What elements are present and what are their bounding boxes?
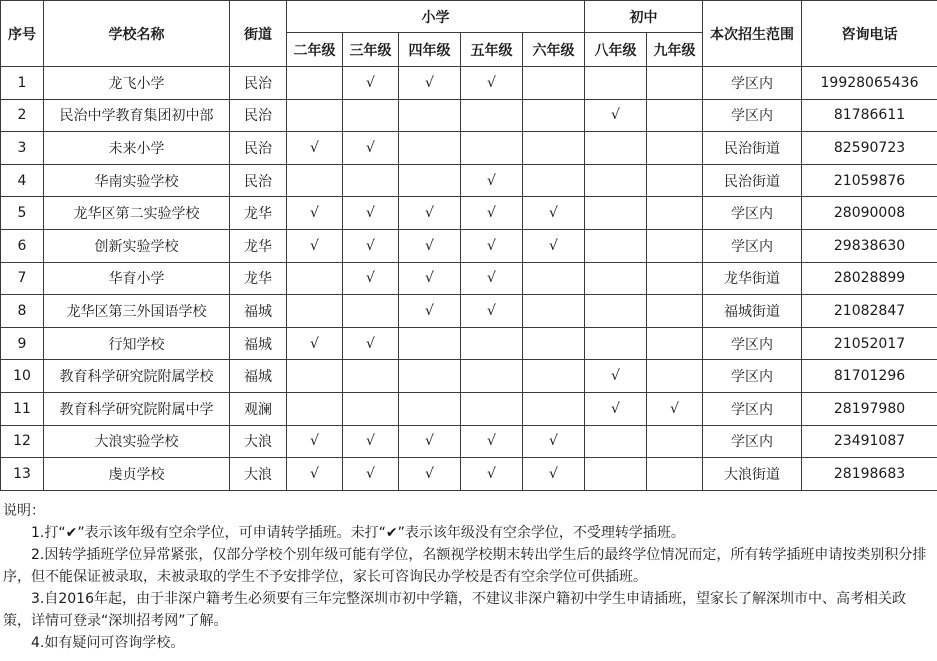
cell-grade — [585, 392, 647, 425]
header-range: 本次招生范围 — [703, 1, 802, 67]
check-mark-icon: √ — [425, 270, 434, 287]
table-row — [1, 425, 937, 458]
cell-grade — [287, 327, 343, 360]
cell-grade — [287, 425, 343, 458]
cell-grade — [461, 197, 523, 230]
cell-grade — [461, 67, 523, 100]
cell-grade — [399, 327, 461, 360]
cell-grade — [343, 197, 399, 230]
cell-grade — [585, 229, 647, 262]
cell-grade — [585, 327, 647, 360]
cell-seq: 9 — [1, 327, 44, 360]
table-row — [1, 197, 937, 230]
check-mark-icon: √ — [425, 302, 434, 319]
cell-grade — [287, 164, 343, 197]
table-row — [1, 295, 937, 328]
check-mark-icon: √ — [366, 74, 375, 91]
cell-phone: 81701296 — [802, 360, 937, 393]
cell-grade — [523, 132, 585, 165]
check-mark-icon: √ — [425, 205, 434, 222]
cell-grade — [343, 360, 399, 393]
cell-range: 学区内 — [703, 425, 802, 458]
header-school: 学校名称 — [44, 1, 230, 67]
cell-grade — [461, 262, 523, 295]
cell-school-name: 民治中学教育集团初中部 — [44, 99, 230, 132]
cell-street: 民治 — [230, 67, 287, 100]
check-mark-icon: √ — [487, 74, 496, 91]
cell-range: 学区内 — [703, 229, 802, 262]
cell-grade — [343, 164, 399, 197]
cell-grade — [399, 229, 461, 262]
cell-grade — [647, 132, 703, 165]
cell-grade — [461, 164, 523, 197]
check-mark-icon: √ — [366, 237, 375, 254]
check-mark-icon: √ — [549, 433, 558, 450]
cell-grade — [399, 67, 461, 100]
cell-grade — [585, 262, 647, 295]
cell-school-name: 未来小学 — [44, 132, 230, 165]
check-mark-icon: √ — [366, 335, 375, 352]
cell-grade — [287, 99, 343, 132]
cell-grade — [399, 425, 461, 458]
cell-grade — [461, 425, 523, 458]
cell-grade — [399, 295, 461, 328]
check-mark-icon: √ — [366, 433, 375, 450]
cell-grade — [647, 392, 703, 425]
cell-grade — [399, 458, 461, 491]
notes-title: 说明： — [3, 503, 45, 519]
check-mark-icon: √ — [611, 107, 620, 124]
cell-grade — [523, 360, 585, 393]
table-body — [1, 67, 937, 491]
cell-grade — [585, 458, 647, 491]
check-mark-icon: √ — [487, 465, 496, 482]
cell-range: 学区内 — [703, 327, 802, 360]
check-mark-icon: √ — [425, 465, 434, 482]
cell-range: 学区内 — [703, 360, 802, 393]
cell-grade — [287, 67, 343, 100]
cell-phone: 28198683 — [802, 458, 937, 491]
cell-grade — [647, 67, 703, 100]
check-mark-icon: √ — [670, 400, 679, 417]
check-mark-icon: √ — [549, 205, 558, 222]
cell-grade — [461, 360, 523, 393]
cell-grade — [523, 425, 585, 458]
cell-grade — [647, 262, 703, 295]
cell-grade — [287, 132, 343, 165]
cell-grade — [343, 99, 399, 132]
table-row — [1, 229, 937, 262]
check-mark-icon: √ — [487, 205, 496, 222]
cell-grade — [647, 197, 703, 230]
header-grade: 二年级 — [287, 33, 343, 67]
table-row — [1, 164, 937, 197]
cell-grade — [585, 295, 647, 328]
cell-school-name: 教育科学研究院附属中学 — [44, 392, 230, 425]
cell-seq: 1 — [1, 67, 44, 100]
cell-grade — [399, 99, 461, 132]
cell-street: 民治 — [230, 164, 287, 197]
note-item: 2.因转学插班学位异常紧张，仅部分学校个别年级可能有学位，名额视学校期末转出学生后的最终学位情况而定，所有转学插班申请按类别积分排序，但不能保证被录取，未被录取的学生不予安排学位，家长可咨询民办学校是否有空余学位可供插班。 — [3, 547, 927, 585]
table-row — [1, 360, 937, 393]
cell-grade — [461, 458, 523, 491]
cell-grade — [287, 229, 343, 262]
cell-grade — [399, 164, 461, 197]
cell-grade — [585, 132, 647, 165]
cell-school-name: 龙飞小学 — [44, 67, 230, 100]
cell-grade — [461, 99, 523, 132]
cell-seq: 13 — [1, 458, 44, 491]
cell-school-name: 华育小学 — [44, 262, 230, 295]
cell-grade — [399, 360, 461, 393]
cell-grade — [343, 327, 399, 360]
cell-grade — [399, 132, 461, 165]
cell-school-name: 行知学校 — [44, 327, 230, 360]
cell-grade — [461, 132, 523, 165]
cell-seq: 2 — [1, 99, 44, 132]
cell-range: 大浪街道 — [703, 458, 802, 491]
check-mark-icon: √ — [487, 270, 496, 287]
table-row — [1, 99, 937, 132]
cell-grade — [647, 164, 703, 197]
cell-seq: 5 — [1, 197, 44, 230]
cell-grade — [585, 425, 647, 458]
header-street: 街道 — [230, 1, 287, 67]
cell-grade — [287, 392, 343, 425]
cell-grade — [647, 99, 703, 132]
cell-school-name: 龙华区第二实验学校 — [44, 197, 230, 230]
check-mark-icon: √ — [310, 465, 319, 482]
table-row — [1, 392, 937, 425]
cell-grade — [523, 262, 585, 295]
cell-grade — [343, 132, 399, 165]
check-mark-icon: √ — [366, 205, 375, 222]
cell-range: 民治街道 — [703, 164, 802, 197]
cell-grade — [343, 458, 399, 491]
cell-seq: 6 — [1, 229, 44, 262]
cell-grade — [523, 392, 585, 425]
check-mark-icon: √ — [310, 335, 319, 352]
cell-grade — [647, 229, 703, 262]
check-mark-icon: √ — [310, 205, 319, 222]
cell-grade — [343, 229, 399, 262]
cell-range: 学区内 — [703, 392, 802, 425]
header-phone: 咨询电话 — [802, 1, 937, 67]
cell-grade — [523, 458, 585, 491]
cell-street: 大浪 — [230, 425, 287, 458]
table-row — [1, 327, 937, 360]
cell-grade — [647, 458, 703, 491]
check-mark-icon: √ — [366, 270, 375, 287]
cell-range: 福城街道 — [703, 295, 802, 328]
cell-school-name: 虔贞学校 — [44, 458, 230, 491]
check-mark-icon: √ — [611, 368, 620, 385]
cell-grade — [287, 262, 343, 295]
cell-grade — [523, 295, 585, 328]
table-row — [1, 132, 937, 165]
header-grade: 六年级 — [523, 33, 585, 67]
cell-grade — [287, 197, 343, 230]
table-row — [1, 262, 937, 295]
check-mark-icon: √ — [487, 302, 496, 319]
cell-grade — [343, 295, 399, 328]
cell-grade — [343, 262, 399, 295]
cell-phone: 28028899 — [802, 262, 937, 295]
cell-seq: 12 — [1, 425, 44, 458]
cell-grade — [523, 197, 585, 230]
cell-phone: 28197980 — [802, 392, 937, 425]
note-item: 1.打“✔”表示该年级有空余学位，可申请转学插班。未打“✔”表示该年级没有空余学位，不受理转学插班。 — [31, 525, 685, 541]
cell-street: 福城 — [230, 360, 287, 393]
cell-grade — [343, 67, 399, 100]
cell-school-name: 创新实验学校 — [44, 229, 230, 262]
cell-seq: 10 — [1, 360, 44, 393]
cell-street: 民治 — [230, 99, 287, 132]
check-mark-icon: √ — [366, 139, 375, 156]
cell-grade — [647, 425, 703, 458]
check-mark-icon: √ — [487, 237, 496, 254]
header-grade: 五年级 — [461, 33, 523, 67]
check-mark-icon: √ — [310, 139, 319, 156]
cell-phone: 21082847 — [802, 295, 937, 328]
cell-grade — [523, 327, 585, 360]
cell-grade — [399, 262, 461, 295]
cell-grade — [461, 327, 523, 360]
check-mark-icon: √ — [425, 74, 434, 91]
cell-street: 龙华 — [230, 262, 287, 295]
cell-range: 民治街道 — [703, 132, 802, 165]
cell-phone: 21052017 — [802, 327, 937, 360]
check-mark-icon: √ — [425, 433, 434, 450]
cell-grade — [523, 67, 585, 100]
check-mark-icon: √ — [611, 400, 620, 417]
table-row — [1, 458, 937, 491]
note-item: 4.如有疑问可咨询学校。 — [31, 635, 185, 651]
cell-seq: 11 — [1, 392, 44, 425]
cell-street: 民治 — [230, 132, 287, 165]
cell-phone: 82590723 — [802, 132, 937, 165]
header-grade: 三年级 — [343, 33, 399, 67]
header-grade: 八年级 — [585, 33, 647, 67]
cell-grade — [585, 164, 647, 197]
cell-phone: 23491087 — [802, 425, 937, 458]
cell-grade — [585, 360, 647, 393]
check-mark-icon: √ — [310, 433, 319, 450]
cell-range: 学区内 — [703, 197, 802, 230]
check-mark-icon: √ — [366, 465, 375, 482]
cell-phone: 28090008 — [802, 197, 937, 230]
cell-grade — [287, 295, 343, 328]
cell-street: 福城 — [230, 327, 287, 360]
cell-school-name: 教育科学研究院附属学校 — [44, 360, 230, 393]
cell-grade — [523, 99, 585, 132]
cell-grade — [461, 295, 523, 328]
cell-grade — [399, 392, 461, 425]
note-item: 3.自2016年起，由于非深户籍考生必须要有三年完整深圳市初中学籍，不建议非深户籍初中学生申请插班，望家长了解深圳市中、高考相关政策，详情可登录“深圳招考网”了解。 — [3, 591, 906, 629]
notes-section — [3, 500, 933, 654]
cell-range: 学区内 — [703, 67, 802, 100]
cell-school-name: 龙华区第三外国语学校 — [44, 295, 230, 328]
cell-phone: 29838630 — [802, 229, 937, 262]
header-grade: 九年级 — [647, 33, 703, 67]
cell-seq: 7 — [1, 262, 44, 295]
cell-phone: 81786611 — [802, 99, 937, 132]
cell-phone: 19928065436 — [802, 67, 937, 100]
cell-range: 学区内 — [703, 99, 802, 132]
cell-phone: 21059876 — [802, 164, 937, 197]
cell-street: 福城 — [230, 295, 287, 328]
check-mark-icon: √ — [487, 433, 496, 450]
cell-grade — [523, 229, 585, 262]
header-primary: 小学 — [287, 1, 585, 33]
cell-grade — [343, 392, 399, 425]
cell-grade — [647, 327, 703, 360]
cell-school-name: 华南实验学校 — [44, 164, 230, 197]
check-mark-icon: √ — [310, 237, 319, 254]
header-seq: 序号 — [1, 1, 44, 67]
cell-seq: 3 — [1, 132, 44, 165]
cell-grade — [585, 67, 647, 100]
cell-street: 大浪 — [230, 458, 287, 491]
cell-grade — [287, 360, 343, 393]
cell-grade — [647, 295, 703, 328]
cell-grade — [461, 392, 523, 425]
check-mark-icon: √ — [425, 237, 434, 254]
cell-grade — [399, 197, 461, 230]
cell-school-name: 大浪实验学校 — [44, 425, 230, 458]
cell-seq: 4 — [1, 164, 44, 197]
check-mark-icon: √ — [549, 465, 558, 482]
cell-grade — [461, 229, 523, 262]
cell-seq: 8 — [1, 295, 44, 328]
cell-street: 观澜 — [230, 392, 287, 425]
cell-grade — [343, 425, 399, 458]
header-junior: 初中 — [585, 1, 703, 33]
cell-range: 龙华街道 — [703, 262, 802, 295]
cell-grade — [523, 164, 585, 197]
check-mark-icon: √ — [487, 172, 496, 189]
cell-grade — [647, 360, 703, 393]
cell-street: 龙华 — [230, 229, 287, 262]
header-grade: 四年级 — [399, 33, 461, 67]
cell-grade — [585, 99, 647, 132]
table-row — [1, 67, 937, 100]
cell-street: 龙华 — [230, 197, 287, 230]
cell-grade — [585, 197, 647, 230]
cell-grade — [287, 458, 343, 491]
check-mark-icon: √ — [549, 237, 558, 254]
